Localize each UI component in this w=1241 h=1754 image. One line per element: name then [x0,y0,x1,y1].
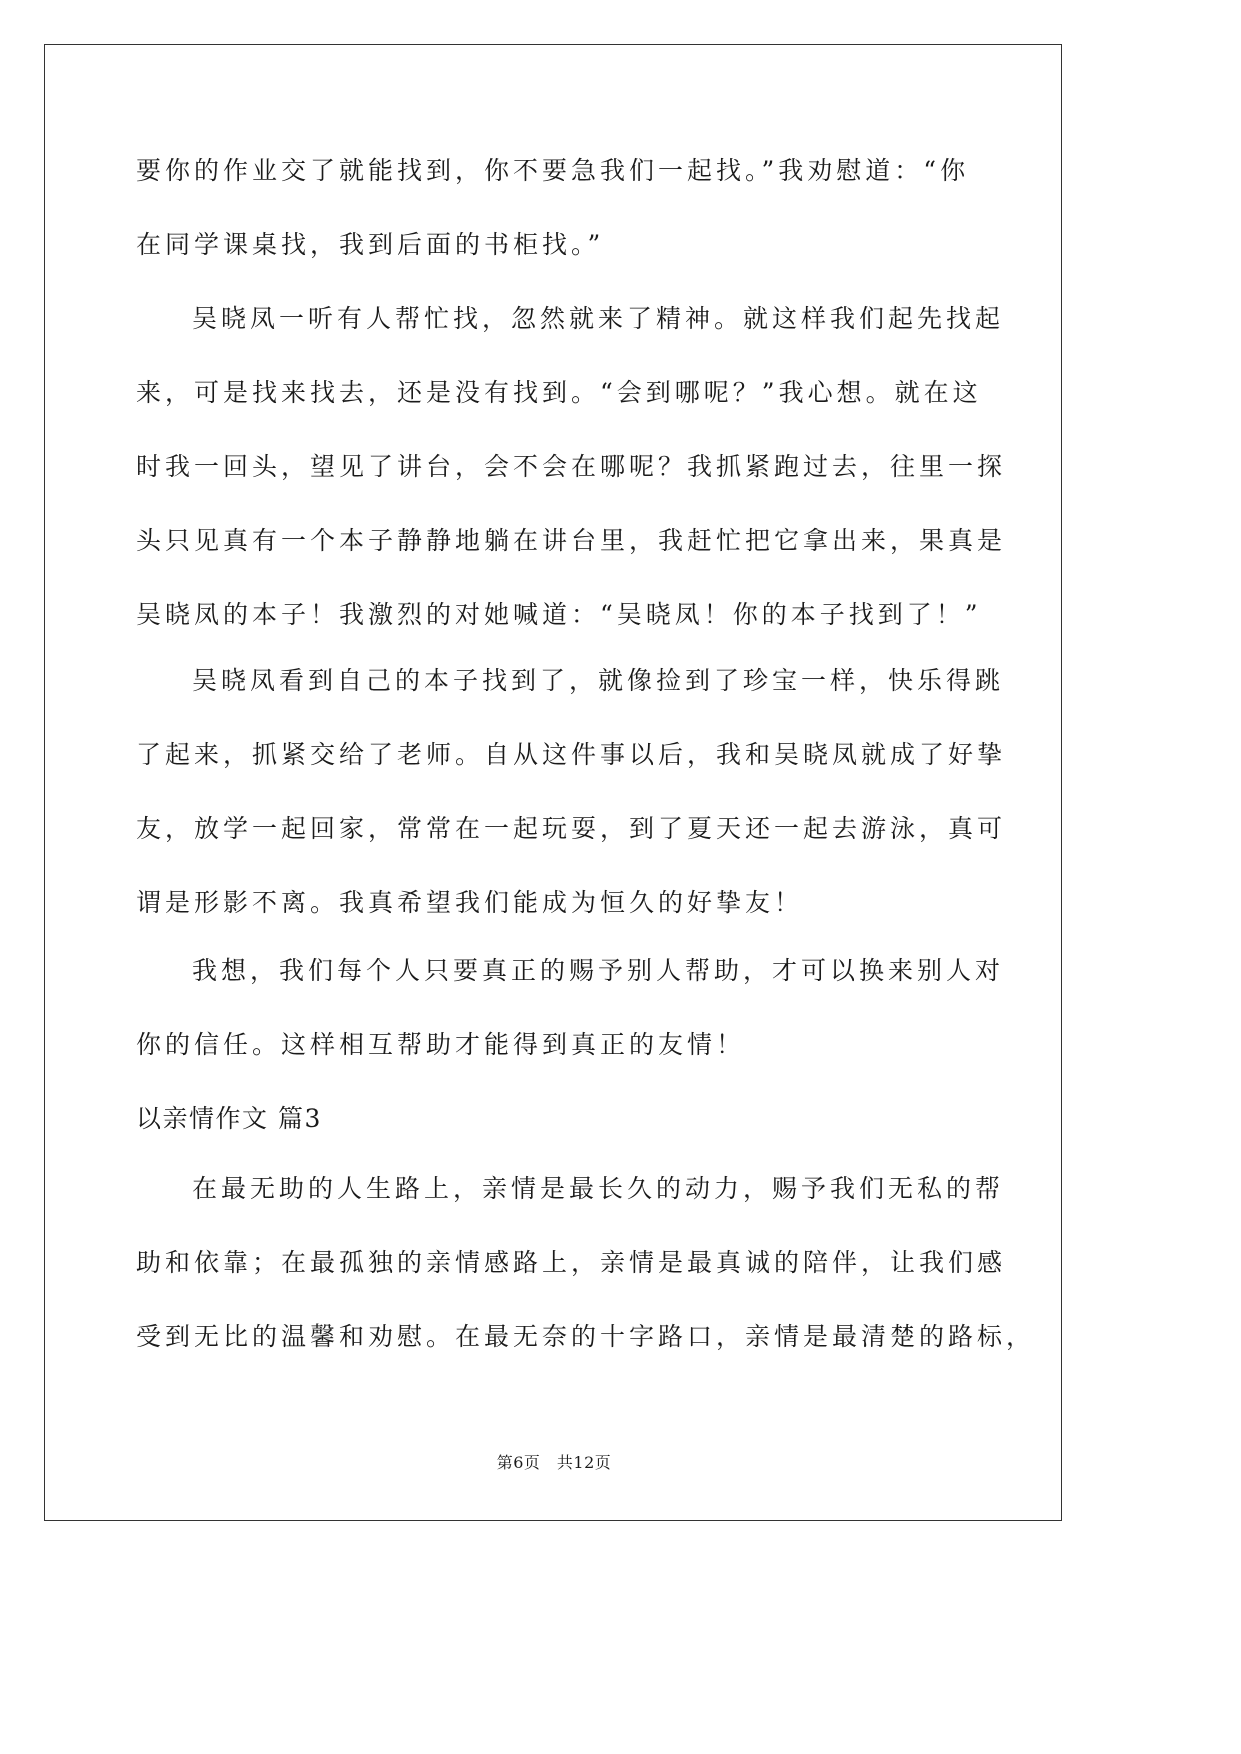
text-line: 我想，我们每个人只要真正的赐予别人帮助，才可以换来别人对 [192,956,1005,985]
page-border [44,44,1062,1521]
text-line: 了起来，抓紧交给了老师。自从这件事以后，我和吴晓凤就成了好挚 [136,740,1007,769]
text-line: 吴晓凤的本子！我激烈的对她喊道：“吴晓凤！你的本子找到了！” [136,600,982,629]
text-line: 时我一回头，望见了讲台，会不会在哪呢？我抓紧跑过去，往里一探 [136,452,1007,481]
text-line: 你的信任。这样相互帮助才能得到真正的友情！ [136,1030,746,1059]
text-line: 在最无助的人生路上，亲情是最长久的动力，赐予我们无私的帮 [192,1174,1005,1203]
page-number-footer: 第6页 共12页 [496,1453,612,1472]
text-line: 受到无比的温馨和劝慰。在最无奈的十字路口，亲情是最清楚的路标， [136,1322,1036,1351]
text-line: 友，放学一起回家，常常在一起玩耍，到了夏天还一起去游泳，真可 [136,814,1007,843]
text-line: 在同学课桌找，我到后面的书柜找。” [136,230,605,259]
text-line: 谓是形影不离。我真希望我们能成为恒久的好挚友！ [136,888,804,917]
text-line: 吴晓凤一听有人帮忙找，忽然就来了精神。就这样我们起先找起 [192,304,1005,333]
section-heading: 以亲情作文 篇3 [136,1104,322,1133]
text-line: 来，可是找来找去，还是没有找到。“会到哪呢？”我心想。就在这 [136,378,982,407]
text-line: 要你的作业交了就能找到，你不要急我们一起找。”我劝慰道：“你 [136,156,970,185]
text-line: 助和依靠；在最孤独的亲情感路上，亲情是最真诚的陪伴，让我们感 [136,1248,1007,1277]
text-line: 头只见真有一个本子静静地躺在讲台里，我赶忙把它拿出来，果真是 [136,526,1007,555]
text-line: 吴晓凤看到自己的本子找到了，就像捡到了珍宝一样，快乐得跳 [192,666,1005,695]
